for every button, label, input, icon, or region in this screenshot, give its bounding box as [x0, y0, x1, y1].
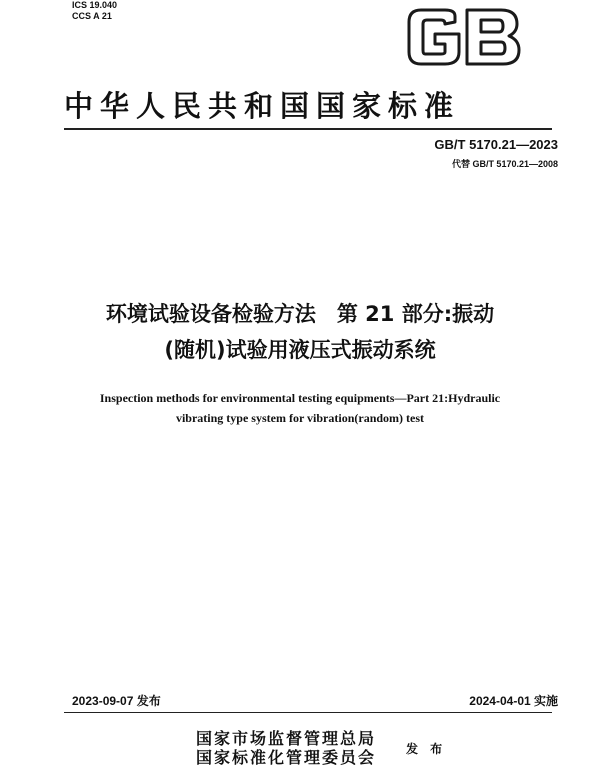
chinese-title-line-1: 环境试验设备检验方法 第 21 部分:振动 — [105, 302, 495, 326]
national-standard-title: 中华人民共和国国家标准 — [64, 89, 461, 123]
issuing-authorities — [196, 729, 376, 767]
replaces-standard: 代替 GB/T 5170.21—2008 — [451, 159, 558, 169]
ics-code: ICS 19.040 — [72, 0, 118, 10]
footer-divider — [64, 712, 552, 713]
english-title-line-2: vibrating type system for vibration(random) test — [175, 411, 425, 425]
english-title-line-1: Inspection methods for environmental testing equipments—Part 21:Hydraulic — [99, 391, 501, 405]
chinese-title-line-2: (随机)试验用液压式振动系统 — [164, 338, 436, 362]
ccs-code: CCS A 21 — [72, 11, 112, 21]
gb-logo — [405, 8, 523, 66]
implementation-date: 2024-04-01 实施 — [469, 694, 558, 708]
publish-label: 发 布 — [406, 742, 447, 756]
issuer-samr: 国家市场监督管理总局 — [196, 729, 377, 748]
chinese-title — [0, 296, 600, 368]
issuer-sac: 国家标准化管理委员会 — [196, 748, 377, 767]
english-title — [0, 388, 600, 428]
classification-codes — [72, 0, 117, 22]
issue-date: 2023-09-07 发布 — [72, 694, 161, 708]
standard-number: GB/T 5170.21—2023 — [434, 137, 558, 152]
header-divider — [64, 128, 552, 130]
